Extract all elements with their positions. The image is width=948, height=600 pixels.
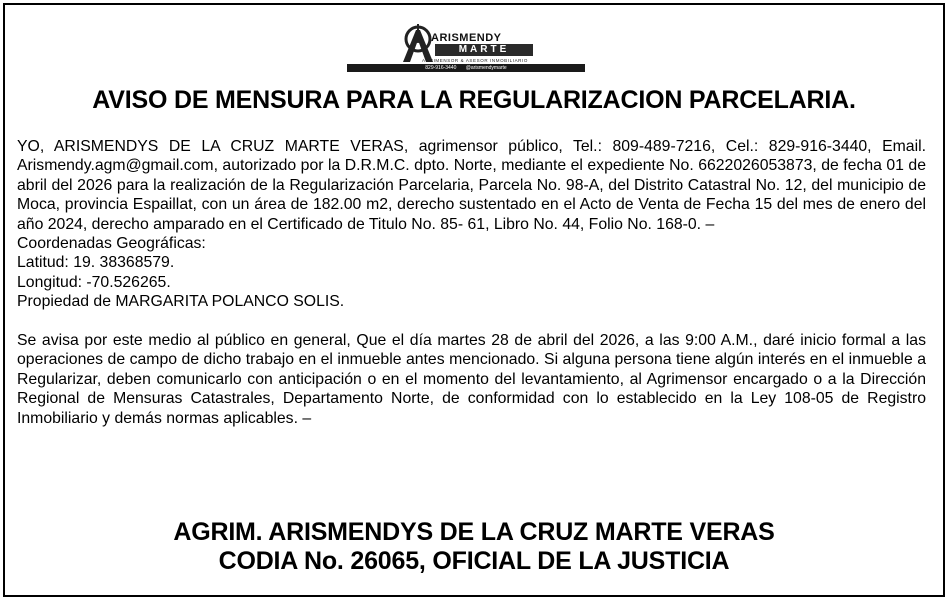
logo-handle: @arismendymarte	[465, 65, 507, 71]
company-logo	[347, 18, 585, 74]
paragraph-gap	[17, 312, 926, 331]
logo-brand: ARISMENDY	[431, 32, 502, 44]
logo-tagline: AGRIMENSOR & ASESOR INMOBILIARIO	[422, 58, 528, 63]
signature-credentials: CODIA No. 26065, OFICIAL DE LA JUSTICIA	[218, 547, 730, 575]
notice-title: AVISO DE MENSURA PARA LA REGULARIZACION PARCELARIA.	[92, 86, 856, 114]
notice-body	[17, 137, 926, 428]
notice-paragraph-2: Se avisa por este medio al público en general, Que el día martes 28 de abril del 2026, a las 9:00 A.M., daré inicio formal a las operaciones de campo de dicho trabajo en el inmueble antes mencionado. Si alguna persona tiene algún interés en el inmueble a Regularizar, deben comunicarlo con anticipación o en el momento del levantamiento, al Agrimensor encargado o a la Dirección Regional de Mensuras Catastrales, Departamento Norte, de conformidad con lo establecido en la Ley 108-05 de Registro Inmobiliario y demás normas aplicables. –	[17, 332, 926, 427]
logo-brand-sub: MARTE	[435, 44, 533, 56]
property-owner: Propiedad de MARGARITA POLANCO SOLIS.	[17, 293, 345, 311]
notice-paragraph-1: YO, ARISMENDYS DE LA CRUZ MARTE VERAS, agrimensor público, Tel.: 809-489-7216, Cel.: 829-916-3440, Email. Arismendy.agm@gmail.com, autorizado por la D.R.M.C. dpto. Norte, mediante el expediente No. 6622026053873, de fecha 01 de abril del 2026 para la realización de la Regularización Parcelaria, Parcela No. 98-A, del Distrito Catastral No. 12, del municipio de Moca, provincia Espaillat, con un área de 182.00 m2, derecho sustentado en el Acto de Venta de Fecha 15 del mes de enero del año 2024, derecho amparado en el Certificado de Titulo No. 85- 61, Libro No. 44, Folio No. 168-0. –	[17, 138, 926, 233]
logo-phone: 829-916-3440	[425, 65, 457, 71]
longitude-value: Longitud: -70.526265.	[17, 273, 171, 291]
signature-name: AGRIM. ARISMENDYS DE LA CRUZ MARTE VERAS	[173, 518, 775, 546]
coordinates-label: Coordenadas Geográficas:	[17, 235, 206, 253]
logo-contact-bar	[347, 64, 585, 72]
latitude-value: Latitud: 19. 38368579.	[17, 254, 175, 272]
